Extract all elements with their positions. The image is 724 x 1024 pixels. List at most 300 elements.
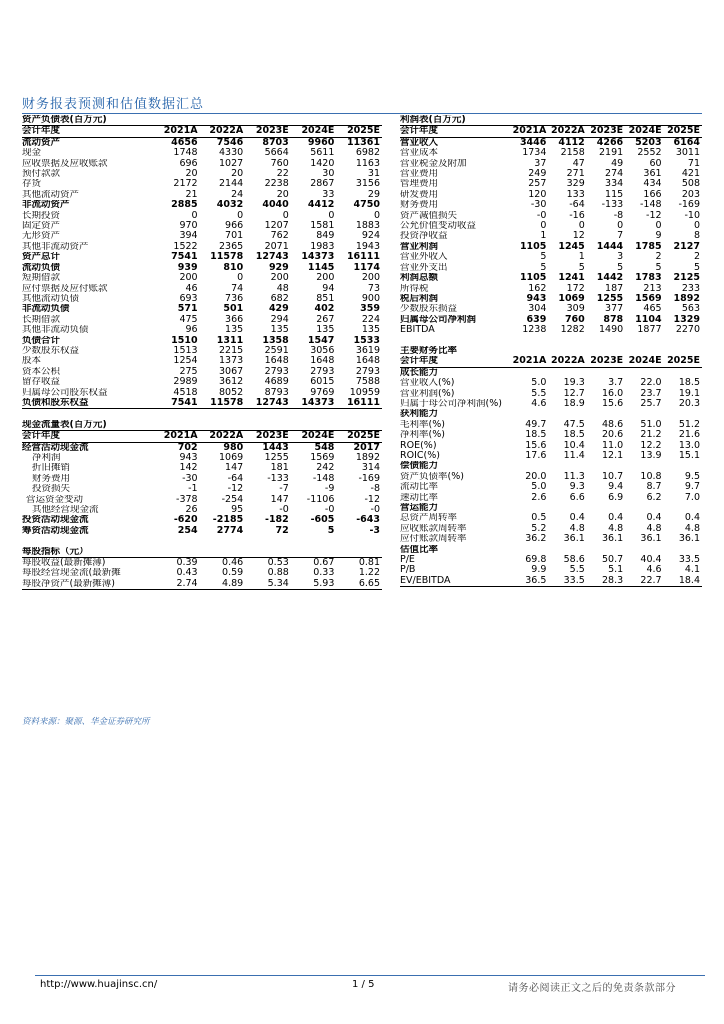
cell-value: 60 (649, 158, 662, 169)
row-label: 主要财务比率 (400, 345, 458, 356)
table-row (22, 252, 382, 262)
table-row (22, 367, 382, 377)
cell-value: -30 (182, 473, 198, 484)
cell-value: 2158 (560, 148, 585, 159)
footer-disclaimer: 请务必阅读正文之后的免责条款部分 (508, 983, 676, 994)
cell-value: 0.46 (222, 557, 244, 569)
cell-value: 7 (617, 231, 624, 242)
table-row (22, 388, 382, 398)
cell-value: 1648 (310, 356, 335, 367)
table-row (400, 356, 702, 367)
row-label: 每股经营现金流(最新摊 (22, 568, 121, 579)
cell-value: 1311 (216, 335, 244, 346)
table-row (22, 325, 382, 335)
cell-value: 1255 (264, 452, 289, 463)
cell-value: 314 (361, 463, 380, 474)
cell-value: 6.65 (336, 579, 382, 590)
row-label: 资产负债率(%) (400, 471, 464, 482)
cell-value: 249 (528, 169, 547, 180)
cell-value: 878 (603, 314, 624, 325)
cell-value: 4112 (558, 137, 585, 148)
row-label: 营业税金及附加 (400, 158, 467, 169)
cell-value: 1245 (558, 241, 585, 252)
cell-value: 46 (185, 283, 198, 294)
cell-value: 2793 (310, 366, 335, 377)
cell-value: 1255 (596, 293, 624, 304)
table-row (22, 263, 382, 273)
cell-value: 2023E (587, 356, 625, 367)
cell-value: 224 (361, 314, 380, 325)
table-row (22, 377, 382, 387)
row-label: P/E (400, 555, 415, 566)
table-row (400, 451, 702, 461)
cell-value: 10.7 (602, 471, 624, 482)
cell-value: 2793 (355, 366, 380, 377)
cell-value: 12.7 (563, 388, 585, 399)
table-row (400, 493, 702, 503)
cell-value: 69.8 (525, 555, 547, 566)
cell-value: 15.6 (525, 440, 547, 451)
row-label: 利润总额 (400, 273, 439, 284)
row-label: 其他非流动资产 (22, 241, 89, 252)
row-label: 营业成本 (400, 148, 439, 159)
cell-value: 20.3 (678, 398, 700, 409)
cell-value: 5 (540, 252, 547, 263)
row-label: 现金流量表(百万元) (22, 420, 382, 431)
row-label: 营运能力 (400, 503, 439, 514)
cell-value: 1785 (635, 241, 662, 252)
cell-value: 200 (179, 273, 198, 284)
row-label: 每股收益(最新摊薄) (22, 557, 106, 569)
row-label: 投资损失 (32, 484, 71, 495)
cell-value: 10.4 (563, 440, 585, 451)
row-label: 总资产周转率 (400, 513, 458, 524)
table-row (22, 221, 382, 231)
row-label: 会计年度 (400, 356, 510, 367)
row-label: 资本公积 (22, 366, 61, 377)
table-row (400, 420, 702, 430)
row-label (22, 409, 382, 420)
cell-value: 10959 (349, 387, 380, 398)
row-label: 筹资活动现金流 (22, 525, 89, 536)
table-row (22, 211, 382, 221)
table-row (22, 179, 382, 189)
row-label: 归属于母公司净利润(%) (400, 398, 502, 409)
cell-value: 2023E (245, 431, 291, 442)
cell-value: 2215 (219, 345, 244, 356)
cell-value: 50.7 (602, 555, 624, 566)
cell-value: 2270 (675, 325, 700, 336)
row-label (400, 336, 702, 346)
cell-value: 33 (322, 189, 335, 200)
cell-value: 563 (681, 304, 700, 315)
cell-value: 1104 (635, 314, 662, 325)
cell-value: 1 (578, 252, 585, 263)
cell-value: 2989 (173, 377, 198, 388)
cell-value: 402 (314, 304, 335, 315)
cell-value: 0.88 (267, 568, 289, 579)
cell-value: 1490 (598, 325, 624, 336)
cell-value: 20 (231, 169, 244, 180)
cell-value: 6.9 (608, 492, 624, 503)
cell-value: 203 (681, 189, 700, 200)
cell-value: 2793 (264, 366, 289, 377)
cell-value: 2022A (200, 126, 246, 137)
cell-value: 16111 (346, 252, 380, 263)
cell-value: 1 (540, 231, 547, 242)
cell-value: 2021A (510, 356, 548, 367)
table-row (400, 336, 702, 346)
row-label: 偿债能力 (400, 461, 439, 472)
cell-value: 2144 (219, 179, 244, 190)
table-row (400, 503, 702, 513)
cell-value: 1648 (264, 356, 289, 367)
table-row (400, 346, 702, 356)
cell-value: 9.7 (684, 482, 700, 493)
cell-value: 200 (270, 273, 289, 284)
cell-value: 133 (566, 189, 585, 200)
cell-value: 8793 (264, 387, 289, 398)
cell-value: 9960 (307, 137, 335, 148)
cell-value: 4330 (219, 148, 244, 159)
cell-value: 18.5 (563, 430, 585, 441)
cell-value: 0.5 (531, 513, 547, 524)
row-label: 公允价值变动收益 (400, 221, 477, 232)
table-row (22, 242, 382, 252)
row-label: 折旧摊销 (32, 463, 71, 474)
left-financial-tables (22, 115, 382, 590)
cell-value: 47 (572, 158, 585, 169)
table-row (400, 534, 702, 544)
cell-value: 96 (185, 325, 198, 336)
cell-value: -7 (279, 484, 289, 495)
cell-value: 682 (270, 293, 289, 304)
report-title: 财务报表预测和估值数据汇总 (22, 97, 205, 112)
cell-value: 1648 (355, 356, 380, 367)
cell-value: 475 (179, 314, 198, 325)
cell-value: 11361 (346, 137, 380, 148)
cell-value: 0.4 (569, 513, 585, 524)
cell-value: -378 (176, 494, 198, 505)
cell-value: 49 (611, 158, 624, 169)
cell-value: 508 (681, 179, 700, 190)
cell-value: 8052 (219, 387, 244, 398)
cell-value: -133 (267, 473, 289, 484)
cell-value: 4412 (307, 200, 335, 211)
cell-value: 4.8 (608, 523, 624, 534)
row-label: 应付票据及应付账款 (22, 283, 108, 294)
cell-value: 2023E (587, 126, 625, 137)
cell-value: 2017 (353, 442, 380, 453)
cell-value: 30 (322, 169, 335, 180)
cell-value: 0.59 (222, 568, 244, 579)
cell-value: 9.3 (569, 482, 585, 493)
row-label: 应付账款周转率 (400, 534, 467, 545)
cell-value: 434 (643, 179, 662, 190)
cell-value: 1105 (519, 273, 547, 284)
table-row (22, 137, 382, 148)
cell-value: 943 (526, 293, 547, 304)
cell-value: 0 (540, 221, 547, 232)
table-row (22, 148, 382, 158)
cell-value: 1569 (310, 452, 335, 463)
cell-value: 1027 (219, 158, 244, 169)
footer-divider (35, 975, 705, 976)
cell-value: 760 (270, 158, 289, 169)
cell-value: 5.1 (608, 565, 624, 576)
cell-value: 2071 (264, 241, 289, 252)
table-row (400, 430, 702, 440)
table-row (22, 558, 382, 569)
cell-value: 13.9 (640, 450, 662, 461)
cell-value: 22 (276, 169, 289, 180)
cell-value: -133 (601, 200, 624, 211)
row-label: ROIC(%) (400, 450, 440, 461)
row-label: 少数股东损益 (400, 304, 458, 315)
row-label: 股本 (22, 356, 42, 367)
cell-value: 18.5 (525, 430, 547, 441)
row-label: 应收账款周转率 (400, 523, 467, 534)
cell-value: 3612 (219, 377, 244, 388)
cell-value: 943 (179, 452, 198, 463)
cell-value: 2238 (264, 179, 289, 190)
row-label: 毛利率(%) (400, 419, 445, 430)
row-label: 其他非流动负债 (22, 325, 89, 336)
table-row (400, 179, 702, 189)
cell-value: -3 (369, 525, 380, 536)
cell-value: 1444 (596, 241, 624, 252)
cell-value: 14373 (301, 252, 335, 263)
cell-value: 20 (185, 169, 198, 180)
cell-value: 2025E (664, 126, 702, 137)
cell-value: 4656 (171, 137, 198, 148)
cell-value: 639 (526, 314, 547, 325)
cell-value: 1241 (558, 273, 585, 284)
cell-value: 2591 (264, 345, 289, 356)
cell-value: 24 (231, 189, 244, 200)
table-row (400, 126, 702, 137)
cell-value: 0.33 (313, 568, 335, 579)
cell-value: 58.6 (563, 555, 585, 566)
cell-value: 4.89 (200, 579, 246, 590)
table-row (22, 115, 382, 126)
cell-value: 0.4 (608, 513, 624, 524)
cell-value: 0 (191, 210, 198, 221)
cell-value: 29 (367, 189, 380, 200)
row-label: 速动比率 (400, 492, 439, 503)
cell-value: 135 (316, 325, 335, 336)
cell-value: 548 (314, 442, 335, 453)
page-number: 1 / 5 (352, 979, 375, 990)
cell-value: 28.3 (587, 576, 625, 587)
cell-value: 16111 (336, 398, 382, 409)
cell-value: 851 (316, 293, 335, 304)
cell-value: 11578 (200, 398, 246, 409)
cell-value: 0 (617, 221, 624, 232)
row-label: 少数股东权益 (22, 345, 80, 356)
cell-value: 115 (605, 189, 624, 200)
cell-value: -169 (678, 200, 700, 211)
table-row (22, 484, 382, 494)
table-row (400, 221, 702, 231)
cell-value: 267 (316, 314, 335, 325)
row-label: 短期借款 (22, 273, 61, 284)
cell-value: 0 (693, 221, 700, 232)
cell-value: 2024E (625, 356, 663, 367)
cell-value: 4.8 (569, 523, 585, 534)
table-row (22, 547, 382, 558)
cell-value: 135 (270, 325, 289, 336)
cell-value: 181 (270, 463, 289, 474)
cell-value: 309 (566, 304, 585, 315)
row-label: 财务费用 (400, 200, 439, 211)
cell-value: -148 (640, 200, 662, 211)
table-row (22, 505, 382, 515)
title-divider (22, 113, 702, 114)
cell-value: 1533 (353, 335, 380, 346)
cell-value: 1238 (522, 325, 547, 336)
cell-value: 1145 (307, 262, 335, 273)
cell-value: 9 (655, 231, 662, 242)
row-label: P/B (400, 565, 416, 576)
cell-value: 274 (605, 169, 624, 180)
row-label: 营业外支出 (400, 262, 448, 273)
cell-value: 48 (276, 283, 289, 294)
cell-value: 1174 (353, 262, 380, 273)
cell-value: 1443 (262, 442, 289, 453)
row-label: 净利润 (32, 452, 61, 463)
cell-value: 6.2 (646, 492, 662, 503)
cell-value: 1069 (558, 293, 585, 304)
cell-value: 74 (231, 283, 244, 294)
table-row (400, 513, 702, 523)
cell-value: 20.6 (602, 430, 624, 441)
table-row (400, 545, 702, 555)
row-label: 所得税 (400, 283, 429, 294)
row-label: 负债和股东权益 (22, 398, 154, 409)
cell-value: 19.1 (678, 388, 700, 399)
row-label: 负债合计 (22, 335, 61, 346)
cell-value: 3619 (355, 345, 380, 356)
cell-value: 2025E (664, 356, 702, 367)
table-row (22, 474, 382, 484)
cell-value: 5 (693, 262, 700, 273)
cell-value: 12743 (255, 252, 289, 263)
cell-value: 361 (643, 169, 662, 180)
table-row (400, 441, 702, 451)
table-row (400, 565, 702, 575)
cell-value: 172 (566, 283, 585, 294)
cell-value: 147 (270, 494, 289, 505)
cell-value: 9.9 (531, 565, 547, 576)
cell-value: 2127 (673, 241, 700, 252)
cell-value: 5 (540, 262, 547, 273)
cell-value: 7588 (355, 377, 380, 388)
cell-value: 5.5 (531, 388, 547, 399)
cell-value: 6.6 (569, 492, 585, 503)
cell-value: 3056 (310, 345, 335, 356)
row-label: 现金 (22, 148, 42, 159)
cell-value: 4.6 (646, 565, 662, 576)
row-label: 归属母公司股东权益 (22, 387, 108, 398)
table-row (22, 526, 382, 536)
table-row (400, 294, 702, 304)
row-label: 税后利润 (400, 293, 439, 304)
table-row (400, 315, 702, 325)
row-label: 留存收益 (22, 377, 61, 388)
cell-value: 37 (534, 158, 547, 169)
table-row (400, 231, 702, 241)
row-label: 其他经营现金流 (32, 505, 99, 516)
cell-value: 4518 (173, 387, 198, 398)
cell-value: 2024E (291, 126, 337, 137)
cell-value: -9 (324, 484, 335, 495)
cell-value: 0.67 (313, 557, 335, 569)
table-row (22, 442, 382, 453)
row-label: 投资活动现金流 (22, 515, 89, 526)
cell-value: 1442 (596, 273, 624, 284)
cell-value: 9.4 (608, 482, 624, 493)
row-label: 流动比率 (400, 482, 439, 493)
cell-value: 187 (605, 283, 624, 294)
source-note: 资料来源：聚源、华金证券研究所 (22, 717, 150, 727)
row-label: 其他流动负债 (22, 293, 80, 304)
table-row (400, 211, 702, 221)
cell-value: 13.0 (678, 440, 700, 451)
row-label: 营业利润(%) (400, 388, 455, 399)
cell-value: -12 (364, 494, 380, 505)
cell-value: 22.7 (625, 576, 663, 587)
footer-url-link[interactable]: http://www.huajinsc.cn/ (40, 979, 158, 990)
cell-value: 2552 (637, 148, 662, 159)
table-row (22, 568, 382, 578)
cell-value: 254 (177, 525, 198, 536)
cell-value: 5.0 (531, 482, 547, 493)
cell-value: -0 (370, 505, 380, 516)
cell-value: 20 (276, 189, 289, 200)
cell-value: 200 (361, 273, 380, 284)
cell-value: 3.7 (608, 378, 624, 389)
row-label (22, 536, 382, 546)
cell-value: 11.0 (602, 440, 624, 451)
row-label: 成长能力 (400, 367, 439, 378)
table-row (400, 115, 702, 126)
cell-value: 9769 (310, 387, 335, 398)
cell-value: 2022A (200, 431, 246, 442)
table-row (400, 576, 702, 587)
cell-value: 18.5 (678, 378, 700, 389)
cell-value: 1.22 (358, 568, 380, 579)
cell-value: 6015 (310, 377, 335, 388)
cell-value: -0 (324, 505, 335, 516)
cell-value: 0.81 (358, 557, 380, 569)
cell-value: 21.2 (640, 430, 662, 441)
cell-value: 11.4 (563, 450, 585, 461)
cell-value: 20.0 (525, 471, 547, 482)
table-row (400, 242, 702, 252)
cell-value: 810 (223, 262, 244, 273)
cell-value: 5.2 (531, 523, 547, 534)
row-label: 营业费用 (400, 169, 439, 180)
cell-value: 51.2 (678, 419, 700, 430)
cell-value: 95 (231, 505, 244, 516)
row-label: 每股净资产(最新摊薄) (22, 579, 154, 590)
cell-value: 334 (605, 179, 624, 190)
table-row (22, 579, 382, 590)
cell-value: 135 (361, 325, 380, 336)
table-row (400, 409, 702, 419)
cell-value: 3446 (519, 137, 547, 148)
